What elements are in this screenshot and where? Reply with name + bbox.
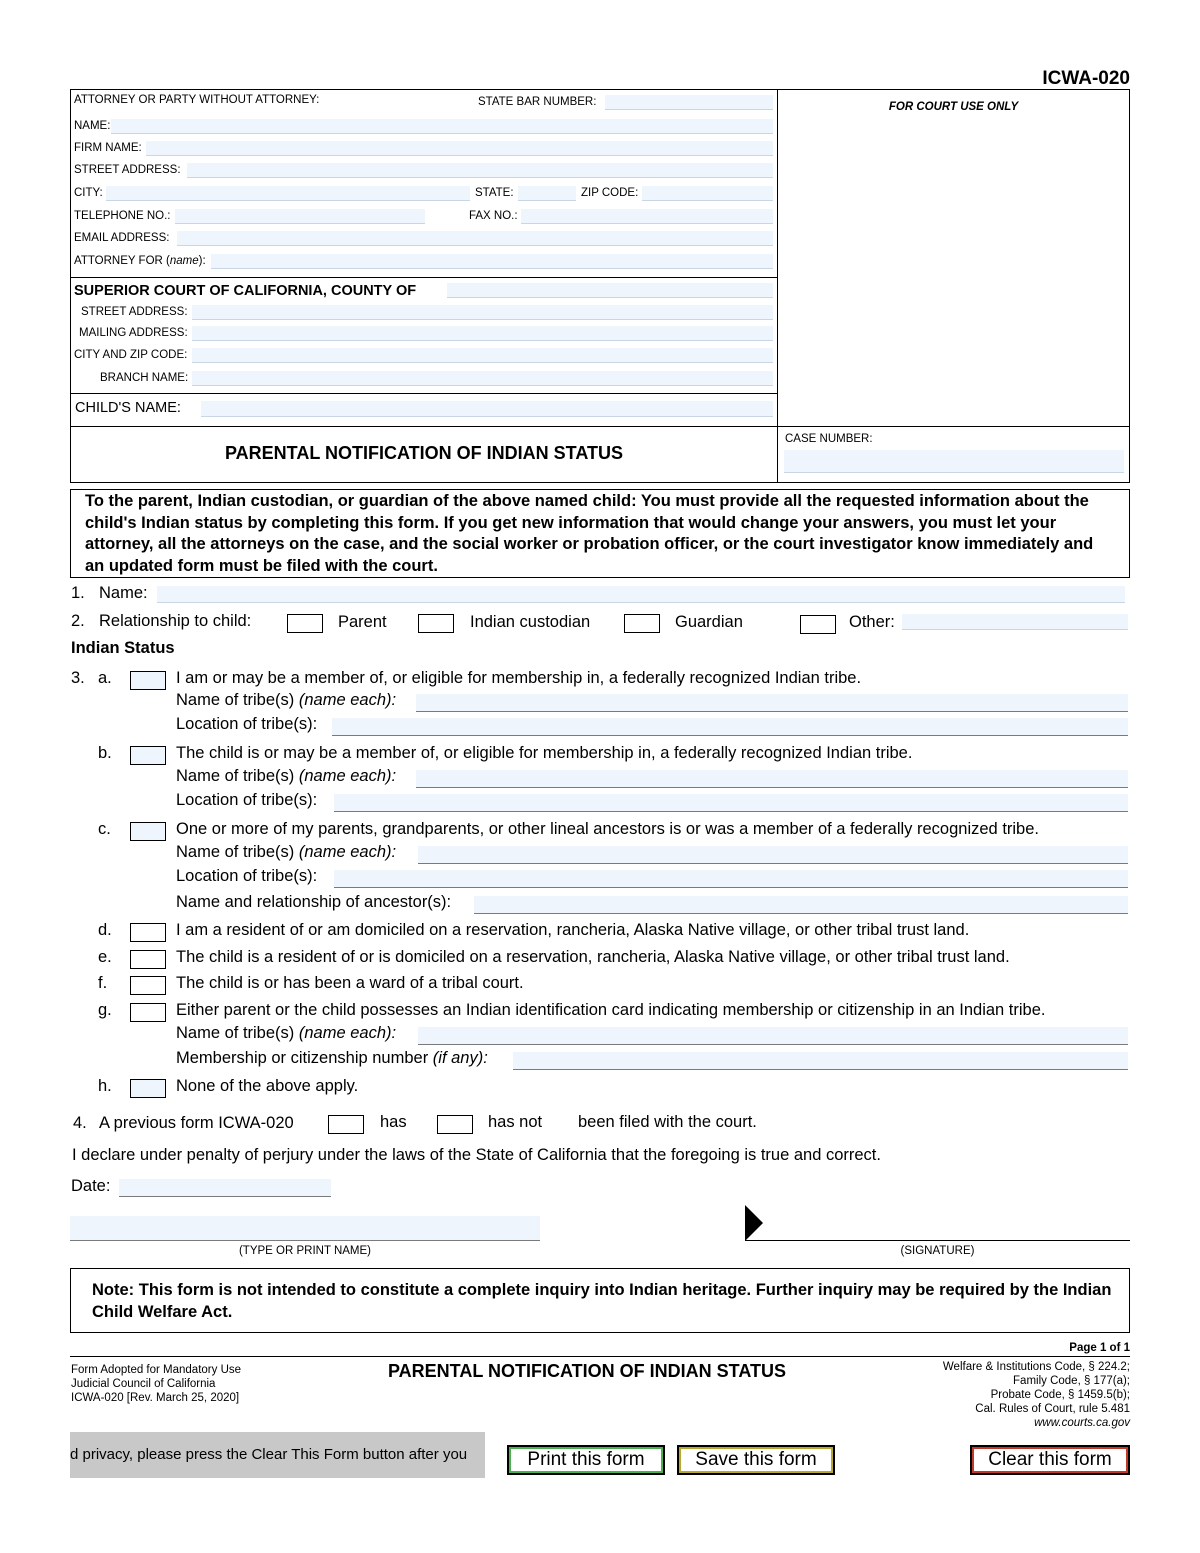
item3a-tribe-field[interactable] — [416, 694, 1128, 712]
page-number: Page 1 of 1 — [1069, 1342, 1130, 1354]
footer-left-2: Judicial Council of California — [71, 1378, 216, 1390]
clear-button[interactable]: Clear this form — [970, 1445, 1130, 1475]
court-use-box — [777, 89, 1130, 427]
has-not-checkbox[interactable] — [437, 1115, 473, 1134]
item3a-location-field[interactable] — [332, 718, 1128, 736]
item3d-letter: d. — [98, 921, 112, 939]
divider — [70, 277, 778, 278]
item3c-tribe-label: Name of tribe(s) (name each): — [176, 843, 397, 861]
item3c-letter: c. — [98, 820, 111, 838]
item3g-membership-field[interactable] — [513, 1052, 1128, 1070]
footer-right-2: Family Code, § 177(a); — [1013, 1375, 1130, 1387]
date-label: Date: — [71, 1177, 111, 1195]
state-bar-label: STATE BAR NUMBER: — [478, 96, 597, 108]
item3e-letter: e. — [98, 948, 112, 966]
item1-label: Name: — [99, 584, 148, 602]
intro-text: To the parent, Indian custodian, or guardian of the above named child: You must provide all the requested information about the child's Indian status by completing this form. If you get new information that would change your answers, you must let your attorney, all the attorneys on the case, and the social worker or probation officer, or the court investigator know immediately and an updated form must be filed with the court. — [85, 492, 1094, 575]
item3d-text: I am a resident of or am domiciled on a reservation, rancheria, Alaska Native village, or other tribal trust land. — [176, 921, 970, 939]
guardian-checkbox[interactable] — [624, 614, 660, 633]
item3g-membership-label: Membership or citizenship number (if any): — [176, 1049, 488, 1067]
item3h-text: None of the above apply. — [176, 1077, 359, 1095]
signature-line[interactable] — [745, 1240, 1130, 1241]
court-city-zip-field[interactable] — [192, 348, 773, 363]
item3e-text: The child is a resident of or is domiciled on a reservation, rancheria, Alaska Native village, or other tribal trust land. — [176, 948, 1010, 966]
item3f-letter: f. — [98, 974, 108, 992]
item3f-checkbox[interactable] — [130, 976, 166, 995]
item3c-ancestors-label: Name and relationship of ancestor(s): — [176, 893, 452, 911]
street-label: STREET ADDRESS: — [74, 164, 181, 176]
zip-label: ZIP CODE: — [581, 187, 639, 199]
divider — [70, 393, 778, 394]
item3g-tribe-field[interactable] — [418, 1027, 1128, 1045]
child-name-field[interactable] — [201, 401, 773, 417]
other-checkbox[interactable] — [800, 615, 836, 634]
attorney-name-field[interactable] — [111, 119, 773, 134]
attorney-name-label: NAME: — [74, 120, 111, 132]
form-title: PARENTAL NOTIFICATION OF INDIAN STATUS — [225, 443, 623, 463]
city-field[interactable] — [106, 186, 470, 201]
item3b-text: The child is or may be a member of, or eligible for membership in, a federally recognized Indian tribe. — [176, 744, 913, 762]
attorney-for-label: ATTORNEY FOR (name): — [74, 255, 206, 267]
guardian-label: Guardian — [675, 613, 743, 631]
item3b-letter: b. — [98, 744, 112, 762]
court-use-label: FOR COURT USE ONLY — [888, 101, 1019, 113]
court-street-label: STREET ADDRESS: — [81, 306, 188, 318]
firm-name-field[interactable] — [146, 141, 773, 156]
has-not-label: has not — [488, 1113, 543, 1131]
street-field[interactable] — [187, 163, 773, 178]
item3g-letter: g. — [98, 1001, 112, 1019]
item3c-location-field[interactable] — [334, 870, 1128, 888]
footer-left-1: Form Adopted for Mandatory Use — [71, 1364, 242, 1376]
email-field[interactable] — [177, 231, 773, 246]
item4-text: A previous form ICWA-020 — [99, 1114, 294, 1132]
branch-label: BRANCH NAME: — [100, 372, 189, 384]
item3c-tribe-field[interactable] — [418, 846, 1128, 864]
zip-field[interactable] — [642, 186, 773, 201]
signature-arrow-icon — [745, 1205, 763, 1241]
footer-left-3: ICWA-020 [Rev. March 25, 2020] — [71, 1392, 240, 1404]
print-name-field[interactable] — [70, 1216, 540, 1241]
name-field[interactable] — [157, 586, 1125, 603]
other-label: Other: — [849, 613, 895, 631]
footer-url: www.courts.ca.gov — [1034, 1417, 1130, 1429]
county-field[interactable] — [447, 283, 773, 298]
item3a-tribe-label: Name of tribe(s) (name each): — [176, 691, 397, 709]
item2-label: Relationship to child: — [99, 612, 252, 630]
email-label: EMAIL ADDRESS: — [74, 232, 170, 244]
case-number-label: CASE NUMBER: — [785, 433, 873, 445]
date-field[interactable] — [119, 1179, 331, 1197]
item3b-location-field[interactable] — [334, 794, 1128, 812]
item3b-location-label: Location of tribe(s): — [176, 791, 318, 809]
phone-field[interactable] — [175, 209, 425, 224]
declaration: I declare under penalty of perjury under the laws of the State of California that the foregoing is true and correct. — [72, 1146, 881, 1164]
attorney-header: ATTORNEY OR PARTY WITHOUT ATTORNEY: — [74, 94, 320, 106]
phone-label: TELEPHONE NO.: — [74, 210, 171, 222]
save-button[interactable]: Save this form — [677, 1445, 835, 1475]
item3a-letter: a. — [98, 669, 112, 687]
state-field[interactable] — [518, 186, 576, 201]
firm-name-label: FIRM NAME: — [74, 142, 142, 154]
footer-right-1: Welfare & Institutions Code, § 224.2; — [942, 1361, 1130, 1373]
city-label: CITY: — [74, 187, 103, 199]
court-title: SUPERIOR COURT OF CALIFORNIA, COUNTY OF — [74, 283, 417, 299]
note-text: Note: This form is not intended to constitute a complete inquiry into Indian heritage. Further inquiry may be required by the Indian Child Welfare Act. — [92, 1281, 1112, 1321]
fax-label: FAX NO.: — [469, 210, 518, 222]
footer-right-4: Cal. Rules of Court, rule 5.481 — [975, 1403, 1130, 1415]
parent-checkbox[interactable] — [287, 614, 323, 633]
item3b-tribe-label: Name of tribe(s) (name each): — [176, 767, 397, 785]
form-id: ICWA-020 — [1042, 68, 1130, 89]
item3c-location-label: Location of tribe(s): — [176, 867, 318, 885]
item3e-checkbox[interactable] — [130, 950, 166, 969]
parent-label: Parent — [338, 613, 387, 631]
item3h-letter: h. — [98, 1077, 112, 1095]
court-city-zip-label: CITY AND ZIP CODE: — [74, 349, 188, 361]
item3d-checkbox[interactable] — [130, 923, 166, 942]
footer-title: PARENTAL NOTIFICATION OF INDIAN STATUS — [388, 1361, 786, 1381]
privacy-notice — [70, 1432, 485, 1478]
print-button[interactable]: Print this form — [507, 1445, 665, 1475]
item3c-checkbox[interactable] — [130, 822, 166, 841]
item4-tail: been filed with the court. — [578, 1113, 757, 1131]
item3h-checkbox[interactable] — [130, 1079, 166, 1098]
item3a-text: I am or may be a member of, or eligible for membership in, a federally recognized Indian tribe. — [176, 669, 862, 687]
item3c-ancestors-field[interactable] — [474, 896, 1128, 914]
item3f-text: The child is or has been a ward of a tribal court. — [176, 974, 524, 992]
item3c-text: One or more of my parents, grandparents, or other lineal ancestors is or was a member of a federally recognized tribe. — [176, 820, 1039, 838]
court-mailing-field[interactable] — [192, 326, 773, 341]
signature-label: (SIGNATURE) — [900, 1245, 975, 1257]
case-number-field[interactable] — [784, 450, 1124, 473]
item4-number: 4. — [73, 1114, 87, 1132]
footer-rule — [70, 1356, 1130, 1357]
child-name-label: CHILD'S NAME: — [75, 400, 181, 416]
footer-right-3: Probate Code, § 1459.5(b); — [990, 1389, 1130, 1401]
item3g-checkbox[interactable] — [130, 1003, 166, 1022]
item3b-checkbox[interactable] — [130, 746, 166, 765]
branch-field[interactable] — [192, 371, 773, 386]
court-mailing-label: MAILING ADDRESS: — [79, 327, 188, 339]
item3b-tribe-field[interactable] — [416, 770, 1128, 788]
custodian-checkbox[interactable] — [418, 614, 454, 633]
court-street-field[interactable] — [192, 305, 773, 320]
attorney-for-field[interactable] — [211, 254, 773, 269]
item3-number: 3. — [71, 669, 85, 687]
item3a-location-label: Location of tribe(s): — [176, 715, 318, 733]
has-label: has — [380, 1113, 407, 1131]
item1-number: 1. — [71, 584, 85, 602]
item3g-text: Either parent or the child possesses an Indian identification card indicating membership or citizenship in an Indian tribe. — [176, 1001, 1046, 1019]
indian-status-heading: Indian Status — [71, 639, 175, 657]
item3a-checkbox[interactable] — [130, 671, 166, 690]
custodian-label: Indian custodian — [470, 613, 591, 631]
has-checkbox[interactable] — [328, 1115, 364, 1134]
print-name-label: (TYPE OR PRINT NAME) — [238, 1245, 372, 1257]
fax-field[interactable] — [521, 209, 773, 224]
state-label: STATE: — [475, 187, 514, 199]
other-field[interactable] — [902, 614, 1128, 630]
state-bar-field[interactable] — [605, 95, 773, 110]
privacy-text: d privacy, please press the Clear This Form button after you — [70, 1446, 468, 1463]
item2-number: 2. — [71, 612, 85, 630]
item3g-tribe-label: Name of tribe(s) (name each): — [176, 1024, 397, 1042]
